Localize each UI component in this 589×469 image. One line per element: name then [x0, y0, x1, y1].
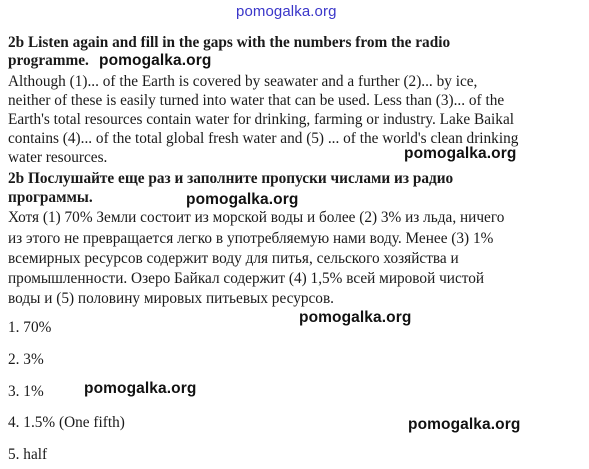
english-line-1: Although (1)... of the Earth is covered by seawater and a further (2)... by ice, [8, 73, 478, 90]
watermark-5: pomogalka.org [84, 380, 197, 397]
russian-heading-line2: программы. [8, 189, 93, 206]
russian-heading-line1: 2b Послушайте еще раз и заполните пропуски числами из радио [8, 170, 454, 187]
answer-5: 5. half [8, 446, 48, 463]
english-heading-line1: 2b Listen again and fill in the gaps with the numbers from the radio [8, 34, 451, 51]
answer-1: 1. 70% [8, 319, 52, 336]
watermark-4: pomogalka.org [299, 309, 412, 326]
russian-line-2: из этого не превращается легко в употребляемую нами воду. Менее (3) 1% [8, 230, 494, 247]
english-line-2: neither of these is easily turned into water that can be used. Less than (3)... of the [8, 92, 505, 109]
watermark-3: pomogalka.org [186, 191, 299, 208]
russian-line-1: Хотя (1) 70% Земли состоит из морской воды и более (2) 3% из льда, ничего [8, 209, 505, 226]
answer-3: 3. 1% [8, 383, 44, 400]
watermark-1: pomogalka.org [99, 52, 212, 69]
russian-line-3: всемирных ресурсов содержит воду для питья, сельского хозяйства и [8, 250, 459, 267]
watermark-2: pomogalka.org [404, 145, 517, 162]
english-line-5: water resources. [8, 149, 108, 166]
russian-line-5: воды и (5) половину мировых питьевых ресурсов. [8, 290, 334, 307]
english-heading-line2: programme. [8, 52, 89, 69]
watermark-6: pomogalka.org [408, 416, 521, 433]
answer-4: 4. 1.5% (One fifth) [8, 414, 125, 431]
russian-line-4: промышленности. Озеро Байкал содержит (4) 1,5% всей мировой чистой [8, 270, 485, 287]
answer-2: 2. 3% [8, 351, 44, 368]
english-line-3: Earth's total resources contain water for drinking, farming or industry. Lake Baikal [8, 111, 514, 128]
watermark-top: pomogalka.org [236, 3, 337, 20]
english-line-4: contains (4)... of the total global fresh water and (5) ... of the world's clean drinking [8, 130, 519, 147]
